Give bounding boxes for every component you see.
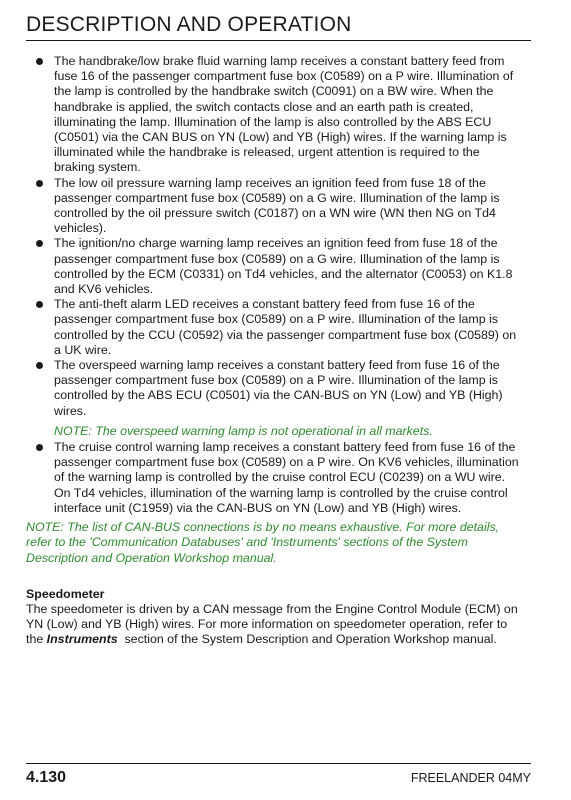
page-title: DESCRIPTION AND OPERATION [26, 13, 352, 36]
overspeed-note: NOTE: The overspeed warning lamp is not operational in all markets. [54, 423, 433, 438]
warning-lamp-list [26, 54, 522, 419]
speedometer-heading: Speedometer [26, 586, 105, 601]
speedometer-paragraph: The speedometer is driven by a CAN message from the Engine Control Module (ECM) on YN (Low) and YB (High) wires. For more information on speedometer operation, refer to the Instruments section of the System Description and Operation Workshop manual. [26, 601, 518, 647]
canbus-note: NOTE: The list of CAN-BUS connections is by no means exhaustive. For more details, refer to the 'Communication Databuses' and 'Instruments' sections of the System Description and Operation Workshop manual. [26, 520, 500, 565]
bullet-icon [36, 180, 43, 187]
page-number: 4.130 [26, 769, 67, 786]
list-item: The handbrake/low brake fluid warning lamp receives a constant battery feed from fuse 16 of the passenger compartment fuse box (C0589) on a P wire. Illumination of the lamp is controlled by the handbrake switch (C0091) on a BW wire. When the handbrake is applied, the switch contacts close and an earth path is created, illuminating the lamp. Illumination of the lamp is also controlled by the ABS ECU (C0501) via the CAN BUS on YN (Low) and YB (High) wires. If the warning lamp is illuminated while the handbrake is released, urgent attention is required to the braking system. [26, 54, 522, 176]
list-item: The low oil pressure warning lamp receives an ignition feed from fuse 18 of the passenger compartment fuse box (C0589) on a G wire. Illumination of the lamp is controlled by the oil pressure switch (C0187) on a WN wire (WN then NG on Td4 vehicles). [26, 176, 522, 237]
bullet-icon [36, 444, 43, 451]
bullet-icon [36, 301, 43, 308]
list-item: The anti-theft alarm LED receives a constant battery feed from fuse 16 of the passenger compartment fuse box (C0589) on a P wire. Illumination of the lamp is controlled by the CCU (C0592) via the passenger compartment fuse box (C0589) on a UK wire. [26, 297, 522, 358]
list-item: The overspeed warning lamp receives a constant battery feed from fuse 16 of the passenger compartment fuse box (C0589) on a P wire. Illumination of the lamp is controlled by the ABS ECU (C0501) via the CAN-BUS on YN (Low) and YB (High) wires. [26, 358, 522, 419]
main-content [26, 54, 522, 648]
instruments-reference: Instruments [46, 632, 118, 647]
footer-rule [26, 763, 531, 764]
warning-lamp-list-continued [26, 440, 522, 516]
list-item: The ignition/no charge warning lamp receives an ignition feed from fuse 18 of the passenger compartment fuse box (C0589) on a G wire. Illumination of the lamp is controlled by the ECM (C0331) on Td4 vehicles, and the alternator (C0053) on K1.8 and KV6 vehicles. [26, 236, 522, 297]
list-item: The cruise control warning lamp receives a constant battery feed from fuse 16 of the passenger compartment fuse box (C0589) on a P wire. On KV6 vehicles, illumination of the warning lamp is controlled by the cruise control ECU (C0239) on a WU wire. On Td4 vehicles, illumination of the warning lamp is controlled by the cruise control interface unit (C1959) via the CAN-BUS on YN (Low) and YB (High) wires. [26, 440, 522, 516]
header-rule [26, 40, 531, 41]
bullet-icon [36, 362, 43, 369]
bullet-icon [36, 58, 43, 65]
model-label: FREELANDER 04MY [410, 771, 531, 785]
bullet-icon [36, 240, 43, 247]
